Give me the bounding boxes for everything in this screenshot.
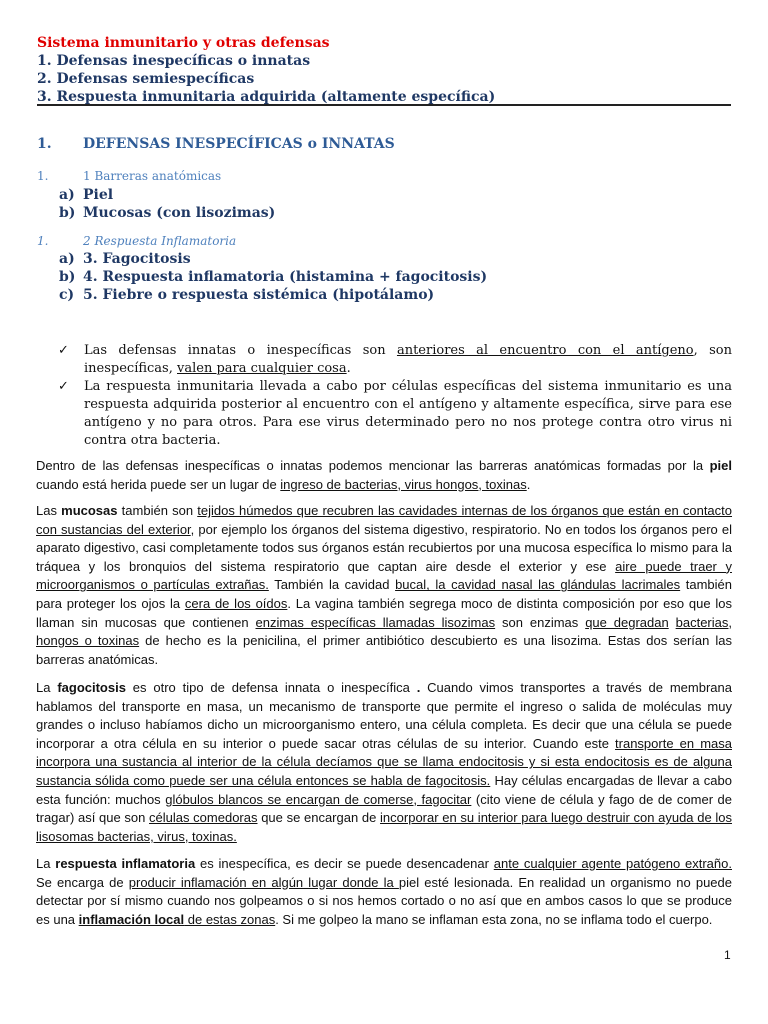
list-item: a) 3. Fagocitosis: [59, 251, 191, 267]
subheading-title: 1 Barreras anatómicas: [83, 169, 222, 183]
section-title: DEFENSAS INESPECÍFICAS o INNATAS: [83, 136, 395, 152]
checkmark-icon: ✓: [58, 343, 69, 358]
barreras-list: [59, 186, 275, 222]
subheading-respuesta-inflamatoria: [37, 234, 236, 248]
header-item: 2. Defensas semiespecíficas: [37, 71, 255, 87]
header-item: 1. Defensas inespecíficas o innatas: [37, 53, 311, 69]
section-heading: [37, 136, 395, 152]
section-number: 1.: [37, 136, 52, 152]
paragraph-piel: Dentro de las defensas inespecíficas o innatas podemos mencionar las barreras anatómicas formadas por la piel cuando está herida puede ser un lugar de ingreso de bacterias, virus hongos, toxinas.: [36, 458, 732, 492]
check-bullet-list: [58, 342, 732, 450]
list-item: b) 4. Respuesta inflamatoria (histamina + fagocitosis): [59, 269, 488, 285]
subheading-number: 1.: [37, 234, 49, 248]
list-item: b) Mucosas (con lisozimas): [59, 205, 276, 221]
subheading-title: 2 Respuesta Inflamatoria: [83, 234, 237, 248]
subheading-number: 1.: [37, 169, 49, 183]
subheading-barreras: [37, 169, 221, 183]
header-item: 3. Respuesta inmunitaria adquirida (altamente específica): [37, 89, 496, 105]
page-number: 1: [724, 948, 731, 962]
bullet-item: ✓ Las defensas innatas o inespecíficas son anteriores al encuentro con el antígeno, son inespecíficas, valen para cualquier cosa.: [58, 343, 732, 376]
respuesta-list: [59, 250, 487, 304]
list-item: c) 5. Fiebre o respuesta sistémica (hipotálamo): [59, 287, 435, 303]
header-divider: [37, 104, 731, 106]
paragraph-mucosas: Las mucosas también son tejidos húmedos que recubren las cavidades internas de los órganos que están en contacto con sustancias del exterior, por ejemplo los órganos del sistema digestivo, respiratorio. No en todos los órganos pero el aparato digestivo, casi completamente todos sus órganos están recubiertos por una mucosa específica lo mismo para la tráquea y los bronquios del sistema respiratorio que captan aire desde el exterior y ese aire puede traer y microorganismos o partículas extrañas. También la cavidad bucal, la cavidad nasal las glándulas lacrimales también para proteger los ojos la cera de los oídos. La vagina también segrega moco de distinta composición por eso que los llaman sin mucosas que contienen enzimas específicas llamadas lisozimas son enzimas que degradan bacterias, hongos o toxinas de hecho es la penicilina, el primer antibiótico descubierto es una lisozima. Estas dos serían las barreras anatómicas.: [36, 503, 733, 667]
paragraph-respuesta-inflamatoria: La respuesta inflamatoria es inespecífica, es decir se puede desencadenar ante cualquier agente patógeno extraño. Se encarga de producir inflamación en algún lugar donde la piel esté lesionada. En realidad un organismo no puede detectar por sí mismo cuando nos golpeamos o si nos hemos cortado o no así que en ambos casos lo que se produce es una inflamación local de estas zonas. Si me golpeo la mano se inflaman esta zona, no se inflama todo el cuerpo.: [36, 856, 732, 927]
document-header: [37, 34, 731, 106]
paragraph-fagocitosis: La fagocitosis es otro tipo de defensa innata o inespecífica . Cuando vimos transportes a través de membrana hablamos del transporte en masa, un mecanismo de transporte que permite el ingreso o salida de moléculas muy grandes o incluso habíamos dicho un microorganismo entero, una célula completa. Es decir que una célula se puede incorporar a otra célula en su interior o puede sacar otras células de su interior. Cuando este transporte en masa incorpora una sustancia al interior de la célula decíamos que se llama endocitosis y si esta endocitosis es de alguna sustancia sólida como puede ser una célula entonces se habla de fagocitosis. Hay células encargadas de llevar a cabo esta función: muchos glóbulos blancos se encargan de comerse, fagocitar (cito viene de célula y fago de de comer de tragar) así que son células comedoras que se encargan de incorporar en su interior para luego destruir con ayuda de los lisosomas bacterias, virus, toxinas.: [36, 680, 733, 844]
checkmark-icon: ✓: [58, 379, 69, 394]
document-title: Sistema inmunitario y otras defensas: [37, 35, 330, 51]
list-item: a) Piel: [59, 187, 114, 203]
bullet-item: ✓ La respuesta inmunitaria llevada a cabo por células específicas del sistema inmunitario es una respuesta adquirida posterior al encuentro con el antígeno y altamente específica, sirve para ese antígeno y no para otros. Para ese virus determinado pero no nos protege contra otro virus ni contra otra bacteria.: [58, 379, 732, 448]
